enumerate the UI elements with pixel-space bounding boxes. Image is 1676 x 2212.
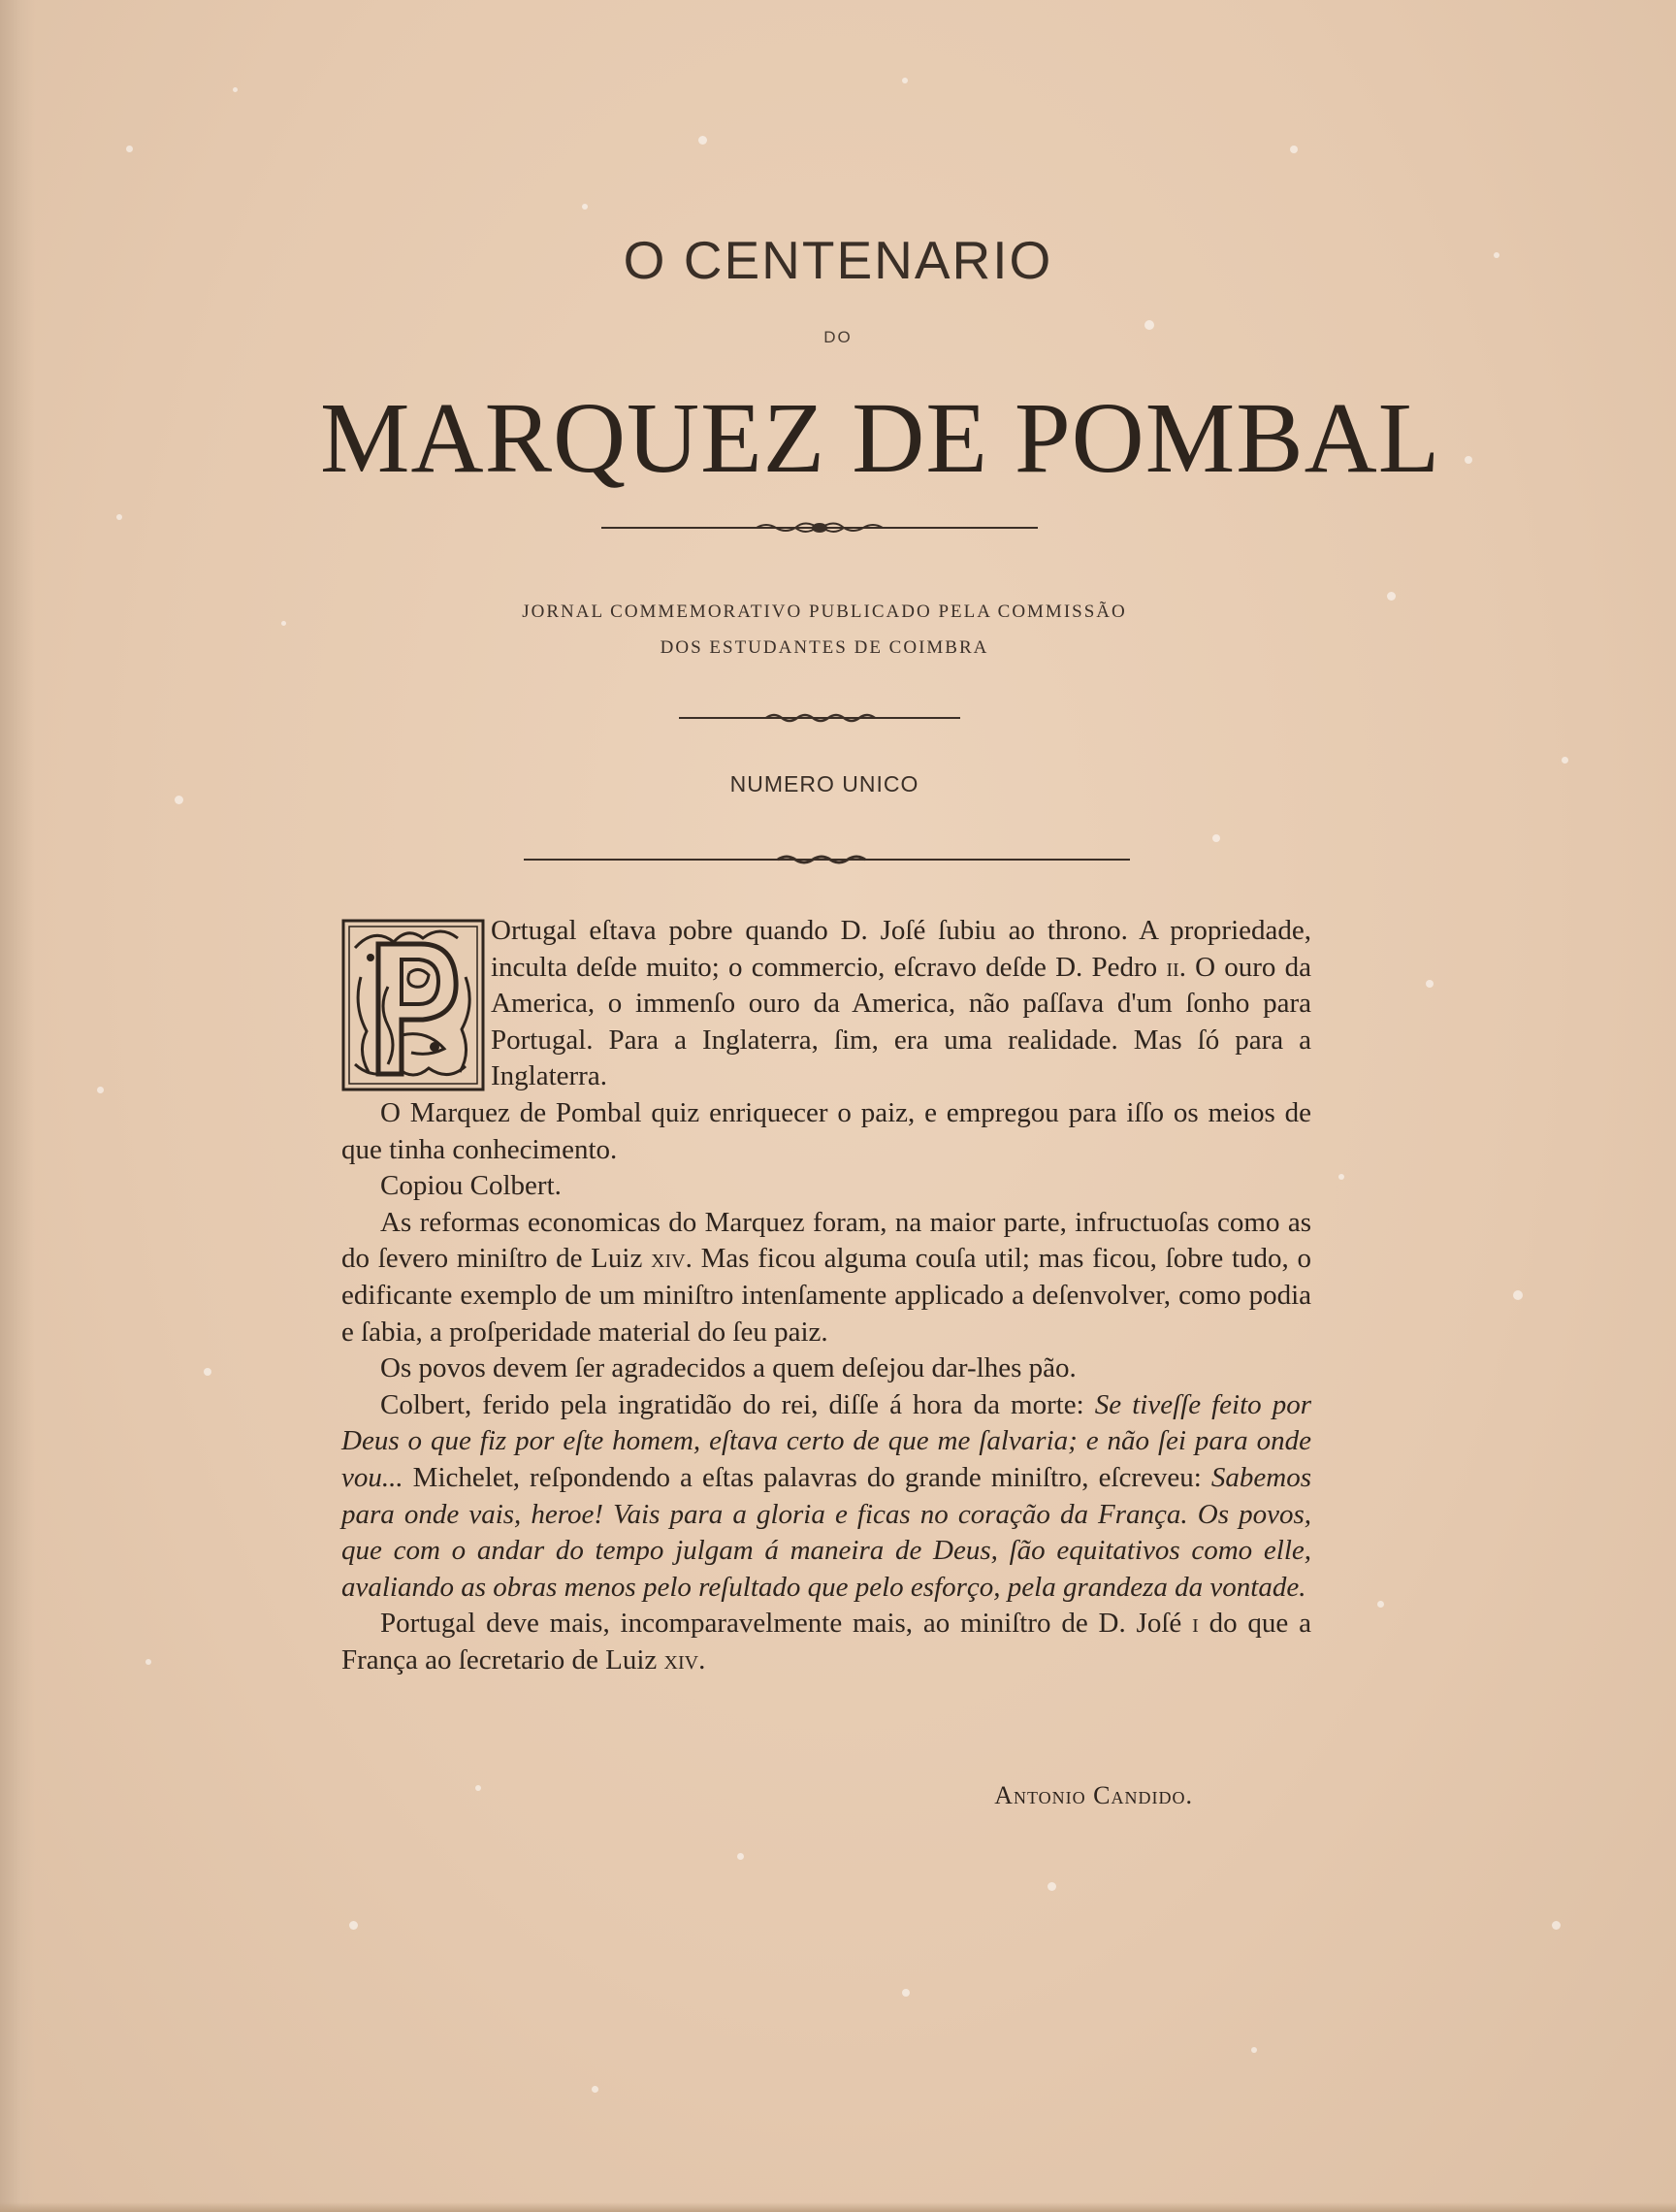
paragraph-1-text-b: . O ouro da America, o immenſo ouro da America, não paſſava d'um ſonho para Portugal. Para a Inglaterra, ſim, era uma realidade. Mas ſó para a Inglaterra. bbox=[491, 951, 1311, 1092]
paragraph-1-text: Ortugal eſtava pobre quando D. Joſé ſubiu ao throno. A propriedade, inculta deſde muito; o commercio, eſcravo deſde D. Pedro bbox=[491, 915, 1311, 983]
subtitle-line-2: DOS ESTUDANTES DE COIMBRA bbox=[660, 637, 989, 658]
paragraph-6-text-b: Michelet, reſpondendo a eſtas palavras do grande miniſtro, eſcreveu: bbox=[403, 1461, 1211, 1493]
paragraph-3: Copiou Colbert. bbox=[380, 1170, 562, 1202]
ornamental-rule-middle bbox=[679, 711, 960, 725]
paragraph-7-text: Portugal deve mais, incomparavelmente mais, ao miniſtro de D. Joſé bbox=[380, 1608, 1193, 1640]
paragraph-7-text-c: . bbox=[698, 1643, 706, 1675]
regnal-numeral: ii bbox=[1166, 951, 1179, 983]
paragraph-7-text-b: do que a França ao ſecretario de Luiz bbox=[341, 1608, 1311, 1675]
subtitle-line-1: JORNAL COMMEMORATIVO PUBLICADO PELA COMMISSÃO bbox=[522, 602, 1127, 622]
paragraph-2: O Marquez de Pombal quiz enriquecer o paiz, e empregou para iſſo os meios de que tinha conhecimento. bbox=[341, 1096, 1311, 1165]
regnal-numeral: xiv bbox=[651, 1243, 686, 1275]
paragraph-5: Os povos devem ſer agradecidos a quem deſejou dar-lhes pão. bbox=[380, 1352, 1077, 1384]
paragraph-7 bbox=[341, 1606, 1311, 1678]
regnal-numeral: i bbox=[1192, 1608, 1199, 1640]
ornamental-rule-bottom bbox=[524, 853, 1130, 866]
ornamental-rule-top bbox=[601, 520, 1038, 536]
paragraph-1 bbox=[341, 913, 1311, 1095]
decorative-initial-p-icon bbox=[341, 919, 485, 1091]
title-main: MARQUEZ DE POMBAL bbox=[320, 382, 1441, 494]
paragraph-4-text-b: . Mas ficou alguma couſa util; mas ficou, ſobre tudo, o edificante exemplo de um miniſtro intenſamente applicado a deſenvolver, como podia e ſabia, a proſperidade material do ſeu paiz. bbox=[341, 1243, 1311, 1348]
regnal-numeral: xiv bbox=[663, 1643, 699, 1675]
article-body bbox=[341, 913, 1311, 1678]
title-connector: DO bbox=[823, 328, 853, 346]
colbert-quote: Se tiveſſe feito por Deus o que fiz por eſte homem, eſtava certo de que me ſalvaria; e não ſei para onde vou... bbox=[341, 1388, 1312, 1493]
page-bottom-edge bbox=[0, 2202, 1676, 2212]
paragraph-4-text: As reformas economicas do Marquez foram, na maior parte, infructuoſas como as do ſevero miniſtro de Luiz bbox=[341, 1206, 1311, 1275]
title-top: O CENTENARIO bbox=[623, 230, 1053, 290]
paragraph-6 bbox=[341, 1387, 1311, 1607]
paragraph-6-text: Colbert, ferido pela ingratidão do rei, diſſe á hora da morte: bbox=[380, 1388, 1095, 1420]
issue-label: NUMERO UNICO bbox=[729, 771, 919, 797]
paragraph-4 bbox=[341, 1205, 1311, 1350]
michelet-quote: Sabemos para onde vais, heroe! Vais para a gloria e ficas no coração da França. Os povos, que com o andar do tempo julgam á maneira de Deus, ſão equitativos como elle, avaliando as obras menos pelo reſultado que pelo esforço, pela grandeza da vontade. bbox=[341, 1461, 1311, 1603]
author-signature: Antonio Candido. bbox=[994, 1781, 1193, 1809]
